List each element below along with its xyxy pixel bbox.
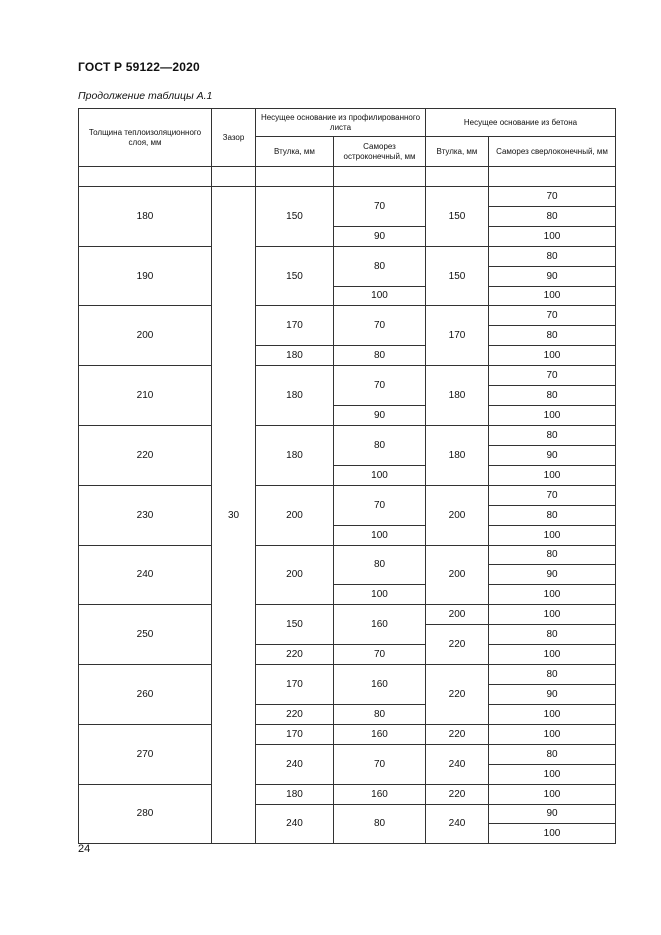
thickness-cell: 280 <box>79 784 212 844</box>
sleeve-concrete-cell: 150 <box>426 246 489 306</box>
sleeve-concrete-cell: 240 <box>426 744 489 784</box>
screw-profiled-cell: 160 <box>334 724 426 744</box>
screw-concrete-cell: 80 <box>489 545 616 565</box>
sleeve-concrete-cell: 220 <box>426 665 489 725</box>
screw-profiled-cell: 80 <box>334 425 426 465</box>
screw-concrete-cell: 100 <box>489 525 616 545</box>
thickness-cell: 260 <box>79 665 212 725</box>
screw-concrete-cell: 70 <box>489 485 616 505</box>
screw-concrete-cell: 100 <box>489 704 616 724</box>
sleeve-profiled-cell: 200 <box>256 485 334 545</box>
screw-concrete-cell: 90 <box>489 445 616 465</box>
screw-concrete-cell: 80 <box>489 425 616 445</box>
sleeve-profiled-cell: 220 <box>256 645 334 665</box>
screw-concrete-cell: 80 <box>489 326 616 346</box>
screw-concrete-cell: 100 <box>489 605 616 625</box>
screw-concrete-cell: 70 <box>489 366 616 386</box>
screw-concrete-cell: 100 <box>489 824 616 844</box>
gap-cell: 30 <box>212 186 256 843</box>
screw-profiled-cell: 100 <box>334 585 426 605</box>
screw-profiled-cell: 70 <box>334 306 426 346</box>
sleeve-concrete-cell: 180 <box>426 366 489 426</box>
thickness-cell: 270 <box>79 724 212 784</box>
sleeve-concrete-cell: 200 <box>426 605 489 625</box>
header-gap: Зазор <box>212 109 256 167</box>
screw-concrete-cell: 80 <box>489 246 616 266</box>
sleeve-concrete-cell: 220 <box>426 724 489 744</box>
screw-profiled-cell: 100 <box>334 286 426 306</box>
sleeve-concrete-cell: 200 <box>426 485 489 545</box>
screw-concrete-cell: 100 <box>489 465 616 485</box>
header-thickness: Толщина теплоизоляционного слоя, мм <box>79 109 212 167</box>
sleeve-profiled-cell: 180 <box>256 784 334 804</box>
screw-concrete-cell: 80 <box>489 744 616 764</box>
screw-concrete-cell: 100 <box>489 764 616 784</box>
sleeve-profiled-cell: 150 <box>256 246 334 306</box>
header-sleeve-concrete: Втулка, мм <box>426 137 489 167</box>
fastener-table <box>78 108 616 844</box>
screw-profiled-cell: 90 <box>334 406 426 426</box>
thickness-cell: 180 <box>79 186 212 246</box>
screw-profiled-cell: 100 <box>334 465 426 485</box>
header-screw-concrete: Саморез сверлоконечный, мм <box>489 137 616 167</box>
screw-concrete-cell: 100 <box>489 226 616 246</box>
thickness-cell: 250 <box>79 605 212 665</box>
screw-concrete-cell: 80 <box>489 625 616 645</box>
screw-concrete-cell: 90 <box>489 684 616 704</box>
screw-profiled-cell: 70 <box>334 366 426 406</box>
sleeve-profiled-cell: 180 <box>256 346 334 366</box>
table-caption: Продолжение таблицы А.1 <box>78 90 213 102</box>
thickness-cell: 200 <box>79 306 212 366</box>
screw-profiled-cell: 80 <box>334 545 426 585</box>
screw-concrete-cell: 100 <box>489 724 616 744</box>
screw-profiled-cell: 70 <box>334 744 426 784</box>
screw-profiled-cell: 90 <box>334 226 426 246</box>
sleeve-profiled-cell: 220 <box>256 704 334 724</box>
screw-profiled-cell: 80 <box>334 704 426 724</box>
sleeve-concrete-cell: 200 <box>426 545 489 605</box>
sleeve-profiled-cell: 200 <box>256 545 334 605</box>
sleeve-profiled-cell: 240 <box>256 744 334 784</box>
screw-concrete-cell: 70 <box>489 186 616 206</box>
document-code: ГОСТ Р 59122—2020 <box>78 60 200 74</box>
sleeve-concrete-cell: 150 <box>426 186 489 246</box>
thickness-cell: 220 <box>79 425 212 485</box>
screw-concrete-cell: 80 <box>489 505 616 525</box>
screw-profiled-cell: 160 <box>334 784 426 804</box>
screw-profiled-cell: 70 <box>334 485 426 525</box>
page-number: 24 <box>78 843 91 855</box>
sleeve-profiled-cell: 170 <box>256 724 334 744</box>
screw-concrete-cell: 90 <box>489 804 616 824</box>
screw-profiled-cell: 70 <box>334 645 426 665</box>
screw-profiled-cell: 80 <box>334 246 426 286</box>
sleeve-profiled-cell: 180 <box>256 425 334 485</box>
screw-concrete-cell: 80 <box>489 206 616 226</box>
screw-concrete-cell: 70 <box>489 306 616 326</box>
header-concrete-group: Несущее основание из бетона <box>426 109 616 137</box>
screw-profiled-cell: 80 <box>334 804 426 844</box>
thickness-cell: 230 <box>79 485 212 545</box>
screw-concrete-cell: 100 <box>489 346 616 366</box>
header-profiled-group: Несущее основание из профилированного листа <box>256 109 426 137</box>
screw-concrete-cell: 80 <box>489 386 616 406</box>
screw-profiled-cell: 80 <box>334 346 426 366</box>
sleeve-concrete-cell: 220 <box>426 784 489 804</box>
screw-concrete-cell: 100 <box>489 406 616 426</box>
header-sleeve-profiled: Втулка, мм <box>256 137 334 167</box>
sleeve-concrete-cell: 240 <box>426 804 489 844</box>
screw-profiled-cell: 100 <box>334 525 426 545</box>
screw-profiled-cell: 70 <box>334 186 426 226</box>
thickness-cell: 190 <box>79 246 212 306</box>
header-screw-profiled: Саморез остроконечный, мм <box>334 137 426 167</box>
sleeve-profiled-cell: 150 <box>256 186 334 246</box>
sleeve-profiled-cell: 170 <box>256 306 334 346</box>
sleeve-profiled-cell: 150 <box>256 605 334 645</box>
screw-concrete-cell: 100 <box>489 645 616 665</box>
screw-concrete-cell: 100 <box>489 784 616 804</box>
screw-concrete-cell: 90 <box>489 565 616 585</box>
thickness-cell: 210 <box>79 366 212 426</box>
screw-concrete-cell: 100 <box>489 286 616 306</box>
screw-concrete-cell: 100 <box>489 585 616 605</box>
screw-concrete-cell: 90 <box>489 266 616 286</box>
sleeve-profiled-cell: 180 <box>256 366 334 426</box>
sleeve-profiled-cell: 170 <box>256 665 334 705</box>
screw-profiled-cell: 160 <box>334 605 426 645</box>
thickness-cell: 240 <box>79 545 212 605</box>
sleeve-concrete-cell: 180 <box>426 425 489 485</box>
sleeve-concrete-cell: 220 <box>426 625 489 665</box>
sleeve-profiled-cell: 240 <box>256 804 334 844</box>
screw-concrete-cell: 80 <box>489 665 616 685</box>
sleeve-concrete-cell: 170 <box>426 306 489 366</box>
screw-profiled-cell: 160 <box>334 665 426 705</box>
